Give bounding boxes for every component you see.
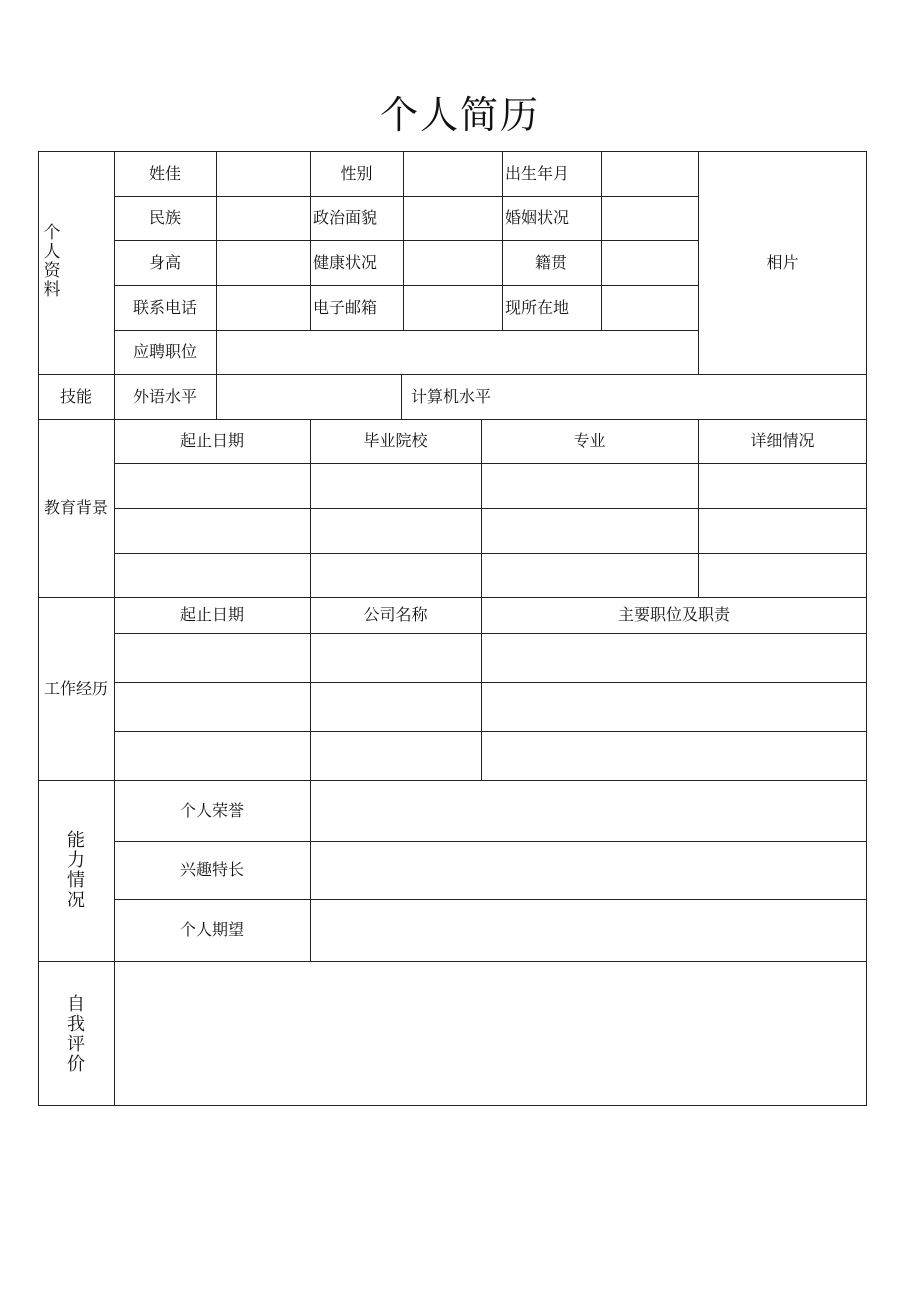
native-place-label: 籍贯	[534, 252, 567, 272]
edu-cell[interactable]	[114, 463, 310, 508]
honors-field[interactable]	[310, 780, 867, 841]
phone-label: 联系电话	[132, 297, 197, 317]
edu-cell[interactable]	[698, 508, 867, 553]
edu-cell[interactable]	[310, 463, 481, 508]
edu-header-dates: 起止日期	[179, 431, 244, 450]
expectation-field[interactable]	[310, 899, 867, 961]
political-field[interactable]	[403, 196, 502, 240]
work-header-company: 公司名称	[363, 605, 428, 624]
section-ability-label: 能 力 情 况	[67, 830, 85, 912]
work-cell[interactable]	[481, 682, 867, 731]
section-skills-label: 技能	[59, 386, 92, 406]
section-work-label: 工作经历	[43, 678, 108, 698]
work-cell[interactable]	[310, 731, 481, 780]
edu-header-details: 详细情况	[750, 431, 815, 450]
interests-label: 兴趣特长	[179, 860, 244, 879]
honors-label: 个人荣誉	[179, 800, 244, 820]
health-field[interactable]	[403, 240, 502, 285]
work-cell[interactable]	[114, 682, 310, 731]
edu-header-major: 专业	[573, 431, 606, 450]
height-field[interactable]	[216, 240, 310, 285]
location-field[interactable]	[601, 285, 698, 330]
edu-cell[interactable]	[481, 553, 698, 597]
edu-cell[interactable]	[481, 508, 698, 553]
ethnicity-label: 民族	[148, 208, 181, 227]
email-field[interactable]	[403, 285, 502, 330]
edu-cell[interactable]	[698, 553, 867, 597]
health-label: 健康状况	[313, 252, 378, 272]
self-eval-field[interactable]	[114, 961, 867, 1106]
gender-field[interactable]	[403, 151, 502, 196]
section-self-eval-label: 自 我 评 价	[67, 994, 85, 1076]
section-education-label: 教育背景	[43, 498, 108, 517]
computer-skill-label: 计算机水平	[411, 386, 492, 406]
edu-cell[interactable]	[114, 508, 310, 553]
work-header-duties: 主要职位及职责	[617, 605, 730, 624]
edu-cell[interactable]	[114, 553, 310, 597]
native-place-field[interactable]	[601, 240, 698, 285]
name-label: 姓佳	[148, 163, 181, 183]
ethnicity-field[interactable]	[216, 196, 310, 240]
edu-cell[interactable]	[310, 508, 481, 553]
section-personal-label: 个 人 资 料	[43, 223, 61, 301]
edu-cell[interactable]	[481, 463, 698, 508]
photo-box[interactable]: 相片	[766, 252, 799, 272]
email-label: 电子邮箱	[313, 297, 378, 317]
marital-field[interactable]	[601, 196, 698, 240]
work-cell[interactable]	[481, 731, 867, 780]
work-cell[interactable]	[310, 633, 481, 682]
location-label: 现所在地	[505, 297, 570, 317]
work-cell[interactable]	[310, 682, 481, 731]
edu-header-school: 毕业院校	[363, 431, 428, 450]
interests-field[interactable]	[310, 841, 867, 899]
height-label: 身高	[148, 252, 181, 272]
work-header-dates: 起止日期	[179, 605, 244, 624]
name-field[interactable]	[216, 151, 310, 196]
foreign-language-field[interactable]	[216, 374, 401, 419]
edu-cell[interactable]	[698, 463, 867, 508]
gender-label: 性别	[340, 163, 373, 183]
work-cell[interactable]	[481, 633, 867, 682]
position-label: 应聘职位	[132, 342, 197, 361]
phone-field[interactable]	[216, 285, 310, 330]
marital-label: 婚姻状况	[505, 208, 570, 227]
position-field[interactable]	[216, 330, 698, 374]
birth-label: 出生年月	[505, 163, 570, 183]
political-label: 政治面貌	[313, 208, 378, 227]
birth-field[interactable]	[601, 151, 698, 196]
page-title: 个人简历	[379, 93, 540, 137]
work-cell[interactable]	[114, 633, 310, 682]
work-cell[interactable]	[114, 731, 310, 780]
edu-cell[interactable]	[310, 553, 481, 597]
foreign-language-label: 外语水平	[132, 386, 197, 406]
expectation-label: 个人期望	[179, 920, 244, 939]
